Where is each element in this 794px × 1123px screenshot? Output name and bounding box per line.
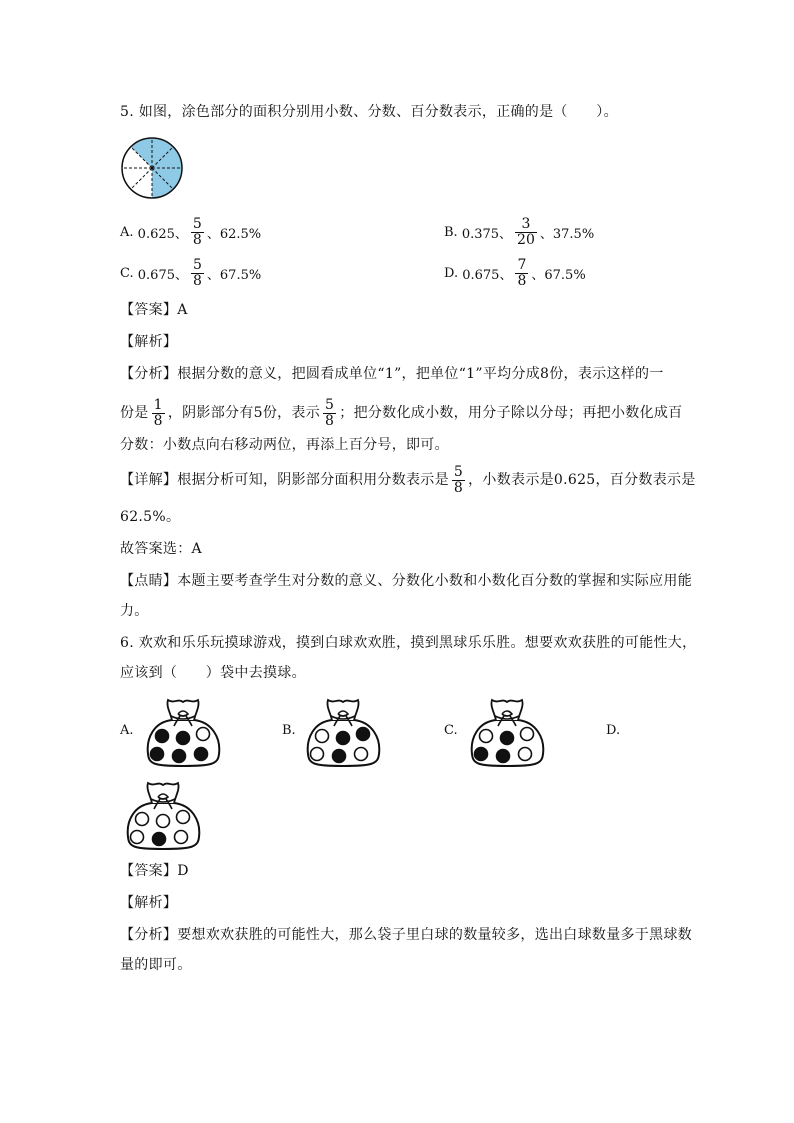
q6-analysis-line1: 【分析】要想欢欢获胜的可能性大，那么袋子里白球的数量较多，选出白球数量多于黑球数 bbox=[120, 927, 692, 943]
fraction: $\frac{5}{8}$ bbox=[192, 256, 202, 289]
q5-option-b[interactable]: B. 0.375、 $\frac{3}{20}$ 、37.5% bbox=[444, 215, 595, 248]
white-ball bbox=[197, 728, 210, 741]
q5-analysis-line2: 份是 $\frac{1}{8}$ ，阴影部分有5份，表示 $\frac{5}{8}$ ；把分数化成小数，用分子除以分母；再把小数化成百 bbox=[120, 396, 683, 429]
black-ball bbox=[497, 750, 510, 763]
bag-b-icon bbox=[302, 694, 384, 768]
black-ball bbox=[173, 750, 186, 763]
q6-option-a-bag[interactable] bbox=[142, 694, 224, 768]
white-ball bbox=[177, 811, 190, 824]
white-ball bbox=[316, 730, 329, 743]
q5-stem: 5. 如图，涂色部分的面积分别用小数、分数、百分数表示，正确的是（ ）。 bbox=[120, 104, 618, 120]
fraction: $\frac{7}{8}$ bbox=[517, 256, 527, 289]
q5-comment-line2: 力。 bbox=[120, 603, 149, 619]
fraction: $\frac{5}{8}$ bbox=[325, 396, 335, 429]
white-ball bbox=[355, 748, 368, 761]
black-ball bbox=[357, 728, 370, 741]
q6-option-b-label[interactable]: B. bbox=[282, 723, 296, 738]
white-ball bbox=[175, 831, 188, 844]
white-ball bbox=[521, 728, 534, 741]
q5-analysis-title: 【解析】 bbox=[120, 334, 178, 350]
fraction: $\frac{5}{8}$ bbox=[453, 463, 464, 496]
q5-comment-line1: 【点睛】本题主要考查学生对分数的意义、分数化小数和小数化百分数的掌握和实际应用能 bbox=[120, 573, 692, 589]
q6-option-a-label[interactable]: A. bbox=[120, 723, 134, 738]
bag-a-icon bbox=[142, 694, 224, 768]
q5-option-c[interactable]: C. 0.675、 $\frac{5}{8}$ 、67.5% bbox=[120, 256, 262, 289]
white-ball bbox=[311, 748, 324, 761]
q6-analysis-title: 【解析】 bbox=[120, 895, 178, 911]
white-ball bbox=[519, 748, 532, 761]
white-ball bbox=[480, 730, 493, 743]
black-ball bbox=[156, 730, 169, 743]
q6-stem-line2: 应该到（ ）袋中去摸球。 bbox=[120, 665, 306, 681]
q5-detail-line2: 62.5%。 bbox=[120, 509, 181, 525]
black-ball bbox=[177, 732, 190, 745]
black-ball bbox=[475, 748, 488, 761]
fraction: $\frac{5}{8}$ bbox=[192, 215, 202, 248]
bag-d-icon bbox=[122, 777, 204, 851]
q6-option-d-bag[interactable] bbox=[122, 777, 204, 851]
q6-option-d-label[interactable]: D. bbox=[606, 723, 621, 738]
q6-stem-line1: 6. 欢欢和乐乐玩摸球游戏，摸到白球欢欢胜，摸到黑球乐乐胜。想要欢欢获胜的可能性大， bbox=[120, 635, 697, 651]
white-ball bbox=[131, 831, 144, 844]
black-ball bbox=[151, 748, 164, 761]
q5-analysis-line1: 【分析】根据分数的意义，把圆看成单位“1”，把单位“1”平均分成8份，表示这样的一 bbox=[120, 366, 664, 382]
black-ball bbox=[501, 732, 514, 745]
fraction: $\frac{3}{20}$ bbox=[517, 215, 535, 248]
bag-c-icon bbox=[466, 694, 548, 768]
black-ball bbox=[153, 833, 166, 846]
q5-analysis-line3: 分数：小数点向右移动两位，再添上百分号，即可。 bbox=[120, 437, 449, 453]
black-ball bbox=[195, 748, 208, 761]
q5-final-answer: 故答案选：A bbox=[120, 541, 202, 557]
q6-answer: 【答案】D bbox=[120, 863, 189, 879]
white-ball bbox=[157, 815, 170, 828]
black-ball bbox=[333, 750, 346, 763]
q6-option-c-bag[interactable] bbox=[466, 694, 548, 768]
q5-option-d[interactable]: D. 0.675、 $\frac{7}{8}$ 、67.5% bbox=[444, 256, 586, 289]
fraction: $\frac{1}{8}$ bbox=[153, 396, 163, 429]
white-ball bbox=[136, 813, 149, 826]
shaded-circle-diagram bbox=[120, 136, 184, 200]
black-ball bbox=[337, 732, 350, 745]
q6-option-b-bag[interactable] bbox=[302, 694, 384, 768]
q5-detail-line1: 【详解】根据分析可知，阴影部分面积用分数表示是 $\frac{5}{8}$ ，小数表示是0.625，百分数表示是 bbox=[120, 463, 696, 496]
q6-analysis-line2: 量的即可。 bbox=[120, 957, 192, 973]
sector-divider bbox=[131, 168, 152, 189]
q5-option-a[interactable]: A. 0.625、 $\frac{5}{8}$ 、62.5% bbox=[120, 215, 262, 248]
q5-answer: 【答案】A bbox=[120, 302, 188, 318]
q6-option-c-label[interactable]: C. bbox=[444, 723, 458, 738]
q5-circle-figure bbox=[120, 136, 184, 200]
